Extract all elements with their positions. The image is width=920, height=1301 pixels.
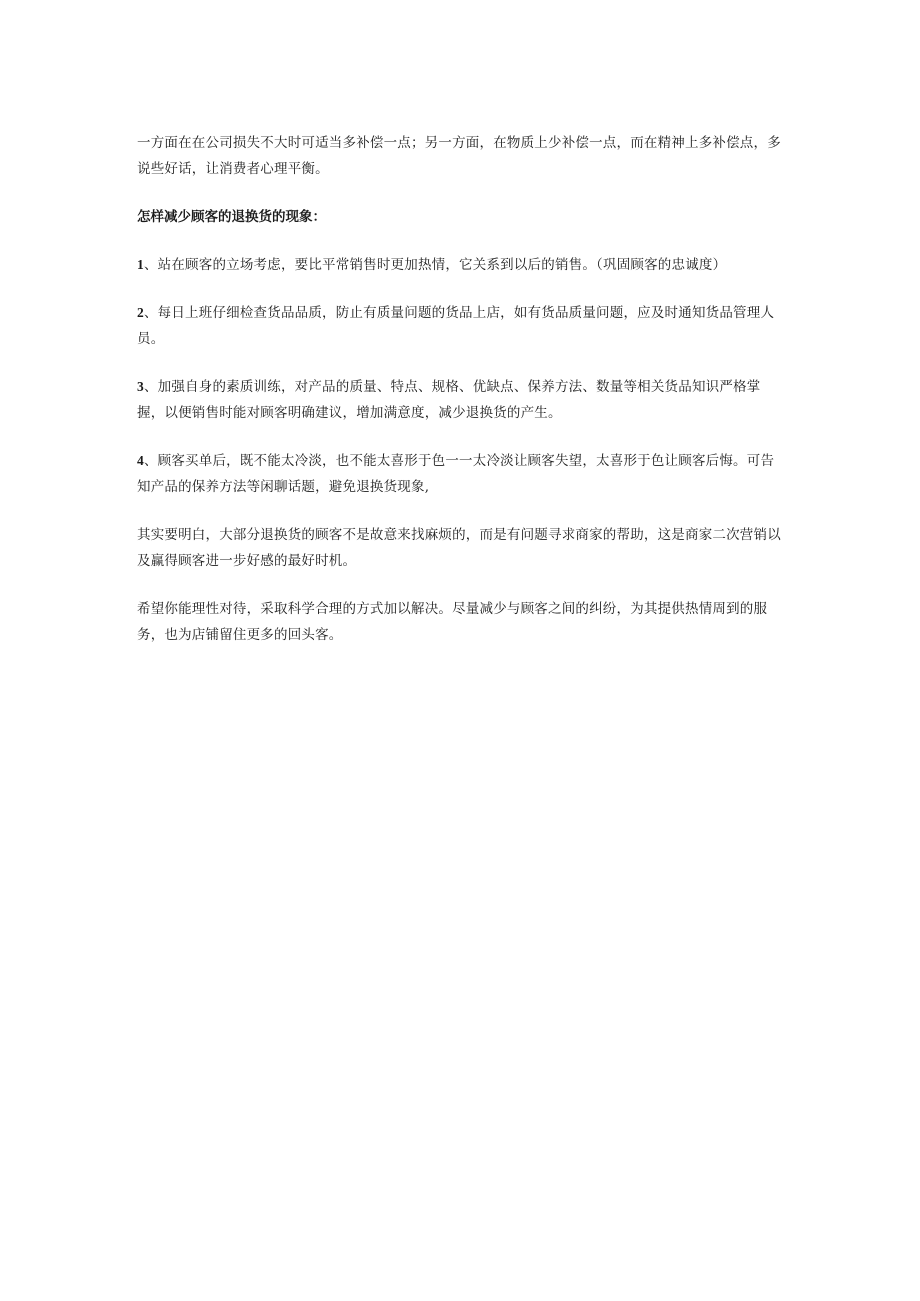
document-body xyxy=(137,130,787,670)
closing-paragraph: 希望你能理性对待，采取科学合理的方式加以解决。尽量减少与顾客之间的纠纷，为其提供热情周到的服务，也为店铺留住更多的回头客。 xyxy=(137,601,768,643)
list-item xyxy=(137,252,787,278)
intro-paragraph: 一方面在在公司损失不大时可适当多补偿一点；另一方面，在物质上少补偿一点，而在精神上多补偿点，多说些好话，让消费者心理平衡。 xyxy=(137,135,781,177)
item-number: 1 xyxy=(137,257,144,272)
list-item xyxy=(137,448,787,500)
item-number: 4 xyxy=(137,453,144,468)
closing-paragraph: 其实要明白，大部分退换货的顾客不是故意来找麻烦的，而是有问题寻求商家的帮助，这是商家二次营销以及赢得顾客进一步好感的最好时机。 xyxy=(137,527,781,569)
item-number: 2 xyxy=(137,305,144,320)
item-text: 、加强自身的素质训练，对产品的质量、特点、规格、优缺点、保养方法、数量等相关货品知识严格掌握，以便销售时能对顾客明确建议，增加满意度，减少退换货的产生。 xyxy=(137,379,761,421)
item-text: 、每日上班仔细检查货品品质，防止有质量问题的货品上店，如有货品质量问题，应及时通知货品管理人员。 xyxy=(137,305,775,347)
item-number: 3 xyxy=(137,379,144,394)
item-text: 、站在顾客的立场考虑，要比平常销售时更加热情，它关系到以后的销售。（巩固顾客的忠诚度） xyxy=(143,257,727,273)
item-text: 、顾客买单后，既不能太冷淡，也不能太喜形于色一一太冷淡让顾客失望，太喜形于色让顾客后悔。可告知产品的保养方法等闲聊话题，避免退换货现象, xyxy=(137,453,775,495)
section-heading: 怎样减少顾客的退换货的现象： xyxy=(137,209,326,225)
list-item xyxy=(137,300,787,352)
list-item xyxy=(137,374,787,426)
